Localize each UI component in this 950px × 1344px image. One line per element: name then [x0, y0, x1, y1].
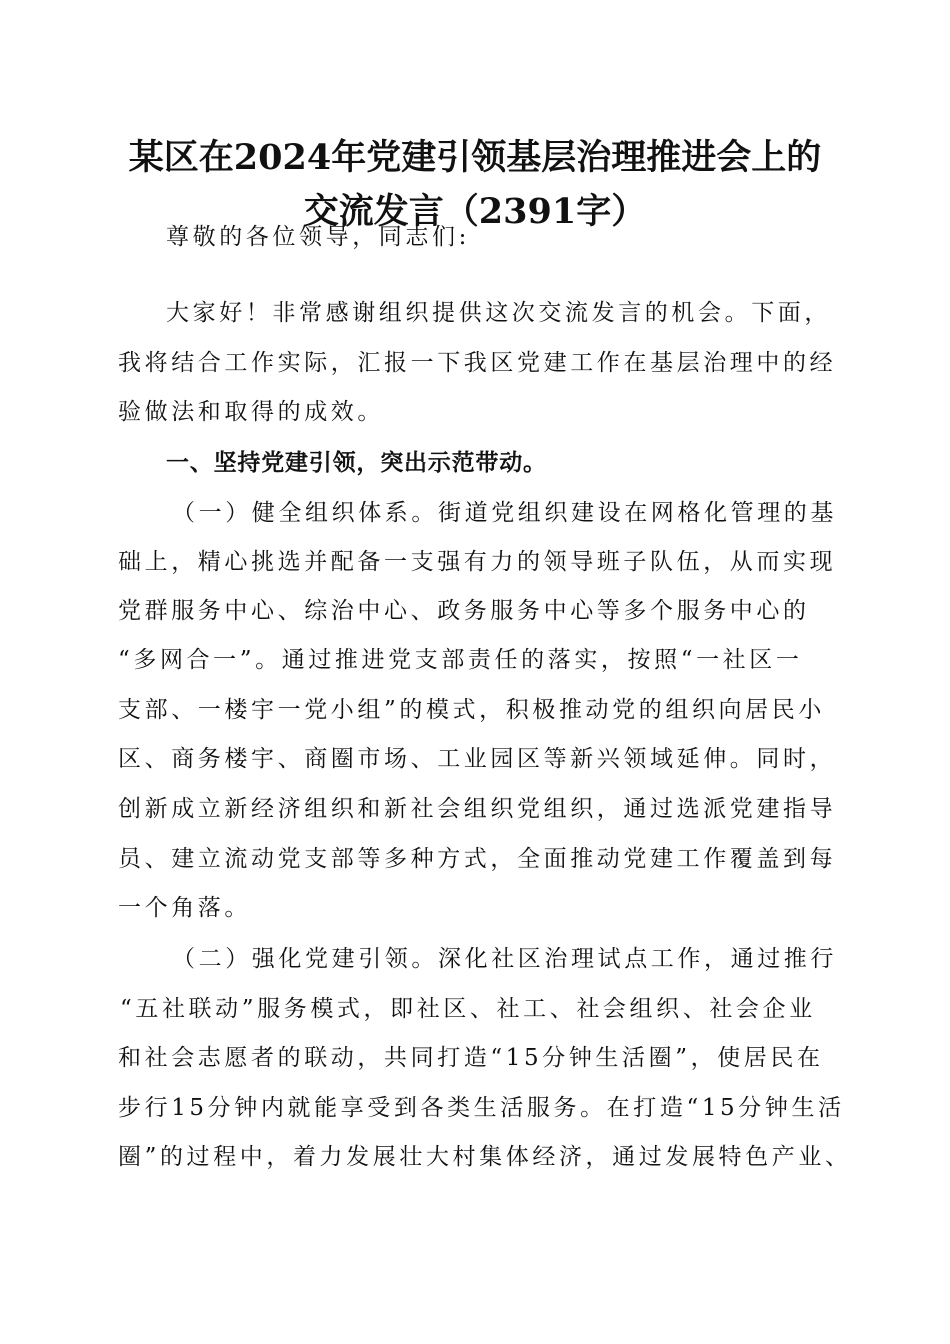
subsection-1-line-1: （一）健全组织体系。街道党组织建设在网格化管理的基 [172, 500, 837, 526]
subsection-1-line-4: “多网合一”。通过推进党支部责任的落实，按照“一社区一 [118, 647, 803, 673]
section-1-heading: 一、坚持党建引领，突出示范带动。 [166, 450, 547, 476]
subsection-2-line-4: 步行15分钟内就能享受到各类生活服务。在打造“15分钟生活 [118, 1095, 845, 1121]
intro-line-2: 我将结合工作实际，汇报一下我区党建工作在基层治理中的经 [118, 350, 837, 376]
subsection-1-line-6: 区、商务楼宇、商圈市场、工业园区等新兴领域延伸。同时， [118, 746, 837, 772]
document-title-line-1: 某区在2024年党建引领基层治理推进会上的 [128, 137, 822, 178]
document-title-line-2: 交流发言（2391字） [303, 191, 647, 232]
subsection-2-line-3: 和社会志愿者的联动，共同打造“15分钟生活圈”，使居民在 [118, 1045, 824, 1071]
subsection-2-line-5: 圈”的过程中，着力发展壮大村集体经济，通过发展特色产业、 [118, 1144, 852, 1170]
subsection-1-line-8: 员、建立流动党支部等多种方式，全面推动党建工作覆盖到每 [118, 846, 837, 872]
salutation: 尊敬的各位领导，同志们: [166, 224, 470, 250]
intro-line-1: 大家好！非常感谢组织提供这次交流发言的机会。下面， [166, 300, 831, 326]
subsection-1-line-5: 支部、一楼宇一党小组”的模式，积极推动党的组织向居民小 [118, 697, 825, 723]
subsection-2-line-2: “五社联动”服务模式，即社区、社工、社会组织、社会企业 [120, 996, 816, 1022]
intro-line-3: 验做法和取得的成效。 [118, 399, 384, 425]
subsection-1-line-9: 一个角落。 [118, 895, 251, 921]
subsection-2-line-1: （二）强化党建引领。深化社区治理试点工作，通过推行 [172, 946, 837, 972]
subsection-1-line-2: 础上，精心挑选并配备一支强有力的领导班子队伍，从而实现 [118, 549, 837, 575]
subsection-1-line-3: 党群服务中心、综治中心、政务服务中心等多个服务中心的 [118, 598, 810, 624]
subsection-1-line-7: 创新成立新经济组织和新社会组织党组织，通过选派党建指导 [118, 796, 837, 822]
